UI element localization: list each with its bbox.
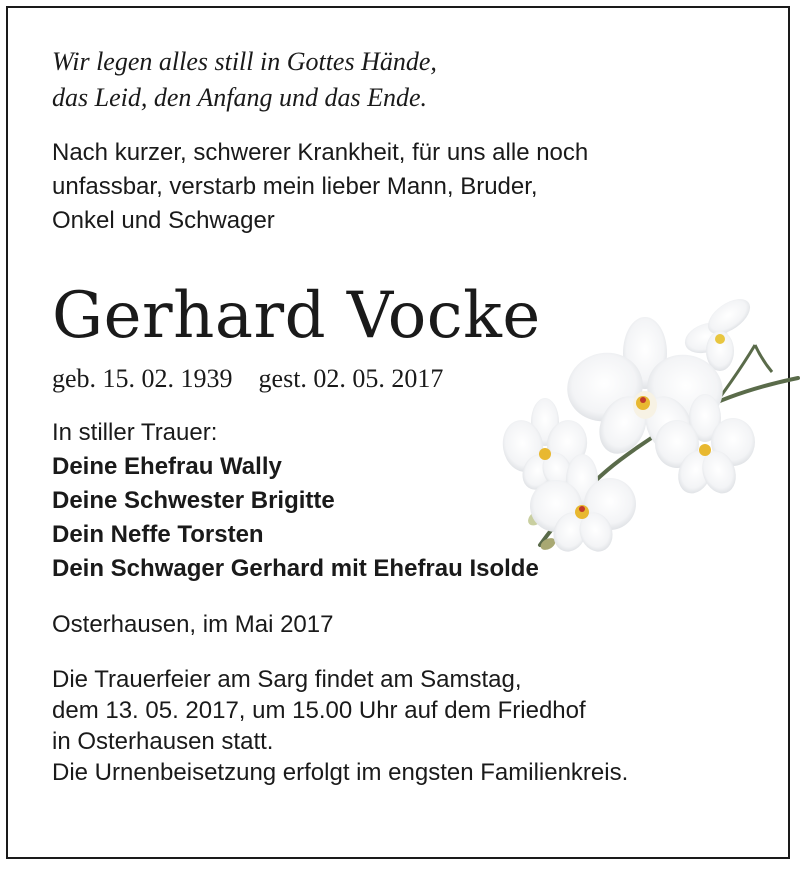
death-date: gest. 02. 05. 2017 [258,364,444,393]
mourner-name: Deine Ehefrau Wally [52,453,282,480]
mourners-heading: In stiller Trauer: [52,419,218,446]
service-line: in Osterhausen statt. [52,728,274,755]
verse-line: das Leid, den Anfang und das Ende. [52,83,428,112]
service-line: Die Trauerfeier am Sarg findet am Samstag, [52,666,522,693]
intro-line: Onkel und Schwager [52,207,275,234]
service-line: dem 13. 05. 2017, um 15.00 Uhr auf dem Friedhof [52,697,586,724]
deceased-name: Gerhard Vocke [52,279,541,353]
verse-line: Wir legen alles still in Gottes Hände, [52,47,437,76]
mourner-name: Dein Schwager Gerhard mit Ehefrau Isolde [52,555,539,582]
service-info [52,664,772,788]
orchid-flower-icon [500,290,800,560]
mourner-name: Dein Neffe Torsten [52,521,264,548]
mourner-name: Deine Schwester Brigitte [52,487,335,514]
service-line: Die Urnenbeisetzung erfolgt im engsten Familienkreis. [52,759,629,786]
place-date: Osterhausen, im Mai 2017 [52,611,334,638]
intro-line: unfassbar, verstarb mein lieber Mann, Bruder, [52,173,538,200]
verse [52,44,772,116]
intro-line: Nach kurzer, schwerer Krankheit, für uns alle noch [52,139,589,166]
birth-date: geb. 15. 02. 1939 [52,364,233,393]
intro-text [52,136,772,238]
